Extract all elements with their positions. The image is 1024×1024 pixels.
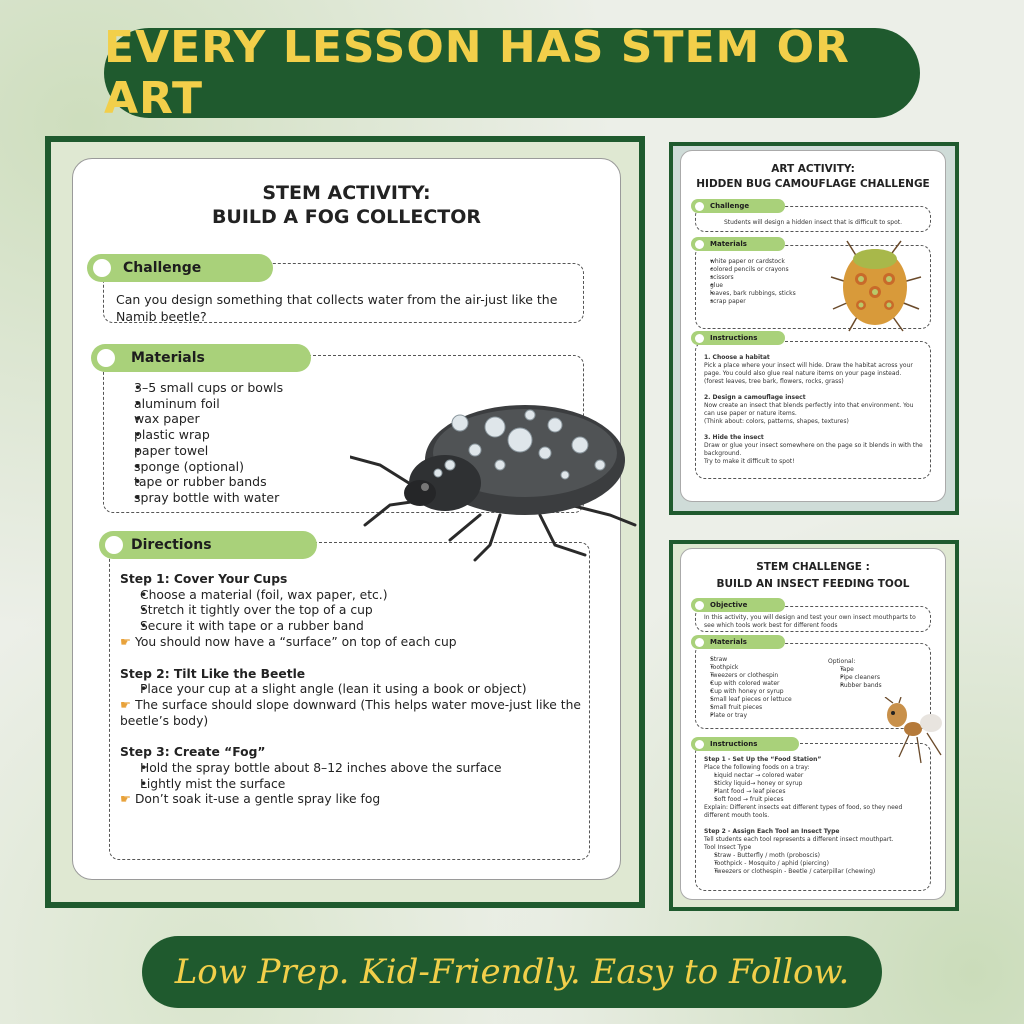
objective-pill: [691, 598, 785, 612]
step1-item: • Stretch it tightly over the top of a cup: [120, 603, 581, 619]
stem2-step1-item: • Soft food → fruit pieces: [704, 796, 924, 804]
stem2-step1-intro: Place the following foods on a tray:: [704, 764, 810, 771]
stem2-material-item: • Tweezers or clothespin: [704, 672, 792, 680]
stem2-step2-item: • Toothpick - Mosquito / aphid (piercing): [704, 860, 924, 868]
stem2-step1-title: Step 1 - Set Up the “Food Station”: [704, 756, 822, 763]
material-item: • sponge (optional): [122, 459, 283, 475]
namib-beetle-illustration: [350, 395, 640, 565]
pointing-hand-icon: ☛: [120, 697, 132, 712]
stem2-step2-item: • Tweezers or clothespin - Beetle / caterpillar (chewing): [704, 868, 924, 876]
stem2-step2-title: Step 2 - Assign Each Tool an Insect Type: [704, 828, 840, 835]
art-step3-text: Draw or glue your insect somewhere on the page so it blends in with the background.: [704, 442, 923, 457]
bullet-dot-icon: [695, 202, 704, 211]
art-step1-text: Pick a place where your insect will hide. Draw the habitat across your page. You could also glue real nature items on your page instead.: [704, 362, 913, 377]
step3-title: Step 3: Create “Fog”: [120, 745, 266, 760]
art-card-title: [681, 162, 945, 192]
step2-note-row: [120, 698, 581, 729]
shield-bug-illustration: [827, 237, 925, 333]
stem2-instructions-content: [704, 756, 924, 876]
stem2-material-item: • Cup with honey or syrup: [704, 688, 792, 696]
optional-label: Optional:: [828, 658, 856, 665]
art-step3-title: 3. Hide the insect: [704, 434, 764, 441]
material-item: • aluminum foil: [122, 396, 283, 412]
art-activity-card: [680, 150, 946, 502]
directions-label: Directions: [131, 537, 212, 553]
pointing-hand-icon: ☛: [120, 634, 132, 649]
material-item: • 3–5 small cups or bowls: [122, 380, 283, 396]
materials-list: [122, 380, 283, 506]
pointing-hand-icon: ☛: [120, 792, 132, 807]
art-step2-text: Now create an insect that blends perfectly into that environment. You can use paper or nature items.: [704, 402, 914, 417]
stem2-step1-item: • Liquid nectar → colored water: [704, 772, 924, 780]
materials-label: Materials: [131, 350, 205, 366]
step1-item: • Choose a material (foil, wax paper, etc.): [120, 588, 581, 604]
art-material-item: • scissors: [704, 274, 796, 282]
bullet-dot-icon: [105, 536, 123, 554]
art-material-item: • leaves, bark rubbings, sticks: [704, 290, 796, 298]
step2-list: [120, 682, 581, 698]
step2-item: • Place your cup at a slight angle (lean it using a book or object): [120, 682, 581, 698]
stem2-step1-item: • Sticky liquid→ honey or syrup: [704, 780, 924, 788]
stem2-materials-label: Materials: [710, 638, 747, 646]
material-item: • tape or rubber bands: [122, 474, 283, 490]
art-materials-label: Materials: [710, 240, 747, 248]
directions-content: [120, 572, 581, 808]
optional-block: [828, 658, 882, 690]
directions-box: [109, 542, 590, 860]
header-title: EVERY LESSON HAS STEM OR ART: [104, 22, 850, 124]
bullet-dot-icon: [695, 740, 704, 749]
step3-note: Don’t soak it-use a gentle spray like fog: [134, 792, 381, 807]
footer-banner: [142, 936, 882, 1008]
stem2-material-item: • Small fruit pieces: [704, 704, 792, 712]
step3-item: • Hold the spray bottle about 8–12 inches above the surface: [120, 761, 581, 777]
art-step3-note: Try to make it difficult to spot!: [704, 458, 795, 465]
objective-label: Objective: [710, 601, 748, 609]
step2-note: The surface should slope downward (This helps water move-just like the beetle’s body): [120, 697, 581, 728]
stem2-step2-item: • Straw - Butterfly / moth (proboscis): [704, 852, 924, 860]
step1-item: • Secure it with tape or a rubber band: [120, 619, 581, 635]
art-instructions-box: [695, 341, 931, 479]
stem2-step1-explain: Explain: Different insects eat different types of food, so they need different mouth tools.: [704, 804, 903, 819]
art-step2-title: 2. Design a camouflage insect: [704, 394, 806, 401]
stem2-card-title: [681, 559, 945, 593]
main-title-line1: STEM ACTIVITY:: [262, 182, 431, 204]
challenge-text: Can you design something that collects water from the air-just like the Namib beetle?: [116, 292, 558, 324]
material-item: • plastic wrap: [122, 427, 283, 443]
stem2-instructions-pill: [691, 737, 799, 751]
art-step1-title: 1. Choose a habitat: [704, 354, 770, 361]
stem2-materials-list: [704, 656, 792, 720]
stem2-title-line1: STEM CHALLENGE :: [756, 561, 870, 573]
materials-pill: [91, 344, 311, 372]
art-material-item: • colored pencils or crayons: [704, 266, 796, 274]
stem2-step2-intro: Tell students each tool represents a different insect mouthpart.: [704, 836, 894, 843]
bullet-dot-icon: [695, 334, 704, 343]
stem2-step1-list: [704, 772, 924, 804]
stem2-material-item: • Toothpick: [704, 664, 792, 672]
stem2-step2-sub: Tool Insect Type: [704, 844, 752, 851]
art-challenge-pill: [691, 199, 785, 213]
stem2-instructions-label: Instructions: [710, 740, 758, 748]
main-card-title: [73, 181, 620, 229]
step1-note: You should now have a “surface” on top of each cup: [134, 634, 457, 649]
step1-list: [120, 588, 581, 635]
art-material-item: • white paper or cardstock: [704, 258, 796, 266]
art-title-line2: HIDDEN BUG CAMOUFLAGE CHALLENGE: [696, 178, 930, 190]
art-title-line1: ART ACTIVITY:: [771, 163, 855, 175]
material-item: • wax paper: [122, 411, 283, 427]
stem2-step1-item: • Plant food → leaf pieces: [704, 788, 924, 796]
stem2-material-item: • Cup with colored water: [704, 680, 792, 688]
art-challenge-text: Students will design a hidden insect that is difficult to spot.: [723, 219, 903, 226]
optional-item: • Pipe cleaners: [828, 674, 882, 682]
art-challenge-label: Challenge: [710, 202, 750, 210]
bullet-dot-icon: [695, 240, 704, 249]
art-material-item: • scrap paper: [704, 298, 796, 306]
stem2-step2-list: [704, 852, 924, 876]
step3-item: • Lightly mist the surface: [120, 777, 581, 793]
stem2-material-item: • Straw: [704, 656, 792, 664]
stem2-materials-pill: [691, 635, 785, 649]
art-step2-note: (Think about: colors, patterns, shapes, textures): [704, 418, 849, 425]
optional-item: • Tape: [828, 666, 882, 674]
step1-title: Step 1: Cover Your Cups: [120, 572, 288, 586]
objective-text: In this activity, you will design and test your own insect mouthparts to see which tools work best for different foods: [704, 614, 916, 629]
header-banner: [104, 22, 920, 124]
challenge-pill: [87, 254, 273, 282]
material-item: • spray bottle with water: [122, 490, 283, 506]
step1-note-row: [120, 635, 581, 651]
step3-note-row: [120, 792, 581, 808]
bullet-dot-icon: [695, 601, 704, 610]
stem2-title-line2: BUILD AN INSECT FEEDING TOOL: [716, 578, 910, 590]
stem2-material-item: • Small leaf pieces or lettuce: [704, 696, 792, 704]
art-materials-list: [704, 258, 796, 306]
challenge-label: Challenge: [123, 260, 202, 276]
main-title-line2: BUILD A FOG COLLECTOR: [211, 206, 482, 228]
step2-title: Step 2: Tilt Like the Beetle: [120, 666, 306, 681]
bullet-dot-icon: [97, 349, 115, 367]
art-material-item: • glue: [704, 282, 796, 290]
stem-feeding-tool-card: [680, 548, 946, 900]
bullet-dot-icon: [695, 638, 704, 647]
art-instructions-label: Instructions: [710, 334, 758, 342]
optional-item: • Rubber bands: [828, 682, 882, 690]
art-instructions-content: [704, 354, 924, 466]
stem2-material-item: • Plate or tray: [704, 712, 792, 720]
art-step1-note: (forest leaves, tree bark, flowers, rocks, grass): [704, 378, 844, 385]
material-item: • paper towel: [122, 443, 283, 459]
directions-pill: [99, 531, 317, 559]
step3-list: [120, 761, 581, 792]
art-materials-pill: [691, 237, 785, 251]
art-instructions-pill: [691, 331, 785, 345]
optional-list: [828, 666, 882, 690]
stem2-instructions-box: [695, 743, 931, 891]
footer-tagline: Low Prep. Kid-Friendly. Easy to Follow.: [174, 952, 850, 992]
bullet-dot-icon: [93, 259, 111, 277]
